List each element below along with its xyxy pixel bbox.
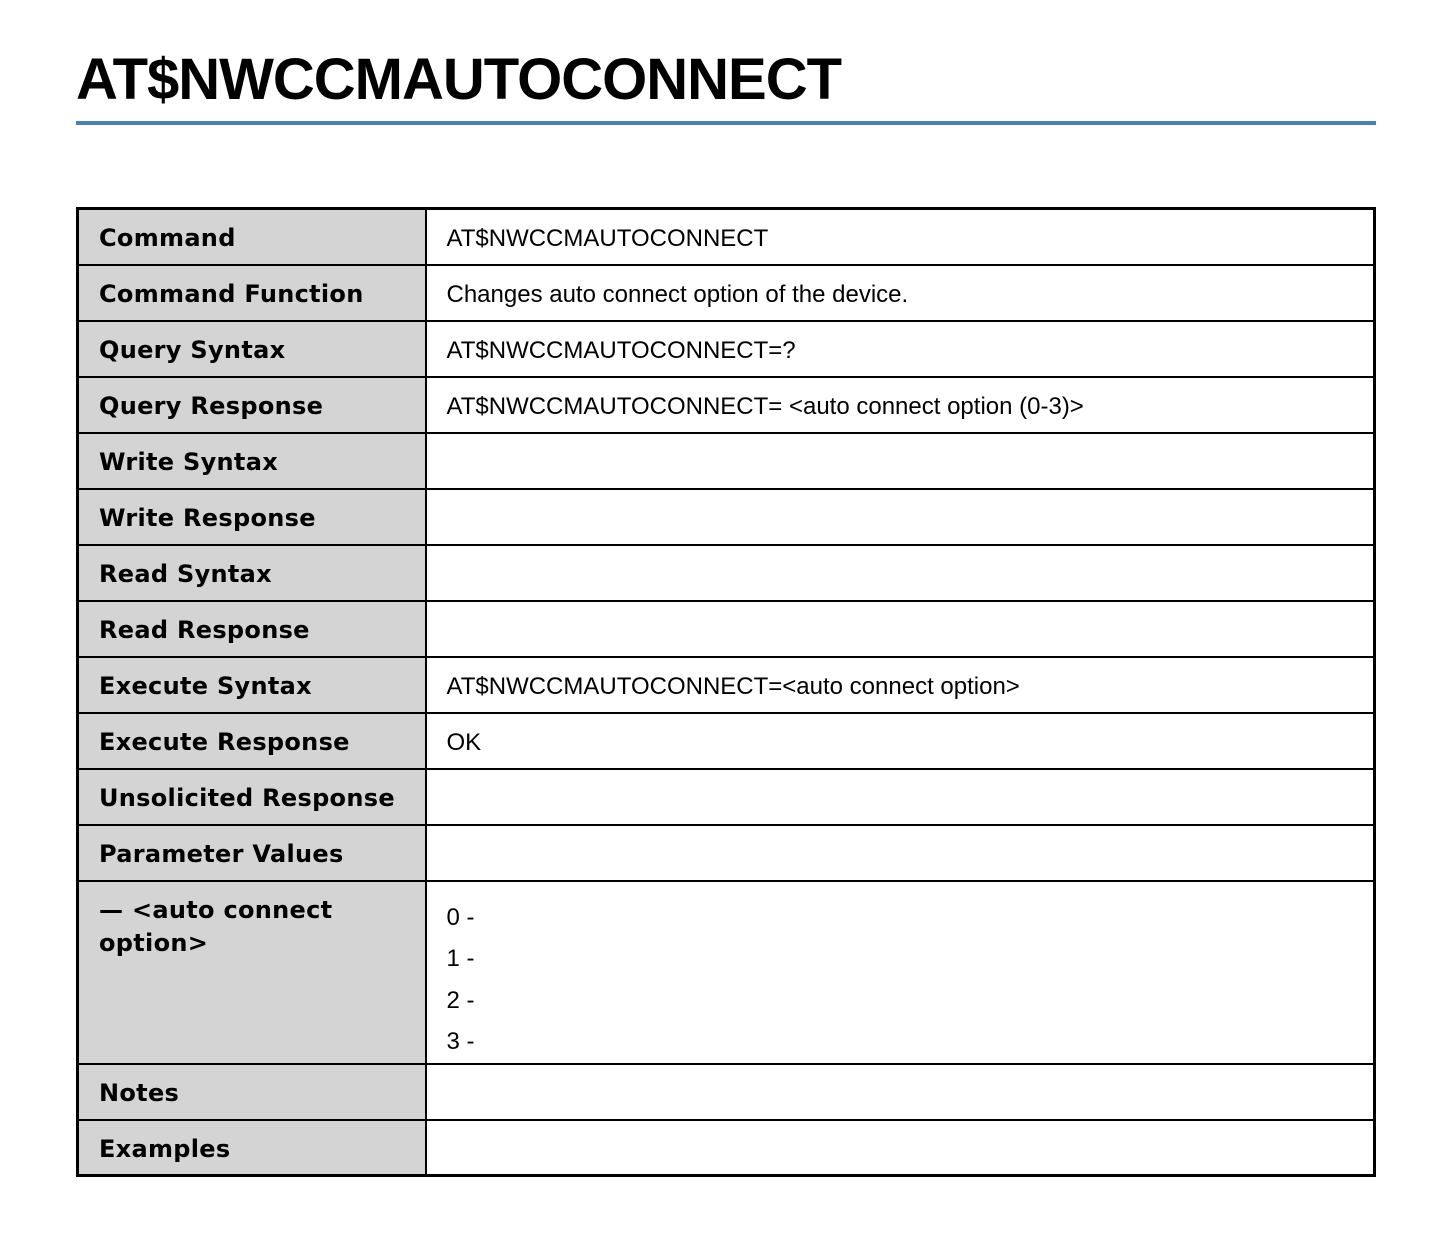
row-value <box>427 826 1374 840</box>
row-label: Unsolicited Response <box>99 783 395 812</box>
table-row <box>78 433 1375 489</box>
row-value <box>427 1065 1374 1079</box>
row-label: Examples <box>99 1134 231 1163</box>
row-value-cell <box>426 713 1375 769</box>
row-value <box>427 602 1374 616</box>
row-value <box>427 1121 1374 1135</box>
row-value-cell <box>426 601 1375 657</box>
table-row <box>78 1120 1375 1176</box>
row-value-cell <box>426 657 1375 713</box>
parameter-options-cell <box>426 881 1375 1064</box>
table-row <box>78 713 1375 769</box>
row-value-cell <box>426 321 1375 377</box>
row-label: Query Response <box>99 391 324 420</box>
table-row <box>78 601 1375 657</box>
parameter-label-cell <box>78 881 426 1064</box>
row-value: OK <box>446 728 482 756</box>
row-value-cell <box>426 825 1375 881</box>
row-label-cell <box>78 265 426 321</box>
row-label-cell <box>78 489 426 545</box>
row-value-cell <box>426 1120 1375 1176</box>
row-label: Write Response <box>99 503 316 532</box>
row-label: Execute Syntax <box>99 671 312 700</box>
row-label: Parameter Values <box>99 839 344 868</box>
row-value-cell <box>426 265 1375 321</box>
row-label: Query Syntax <box>99 335 286 364</box>
row-value <box>427 546 1374 560</box>
row-label-cell <box>78 545 426 601</box>
row-value-cell <box>426 433 1375 489</box>
row-value-cell <box>426 1064 1375 1120</box>
command-spec-table <box>76 207 1376 1177</box>
title-divider <box>76 121 1376 125</box>
row-value-cell <box>426 489 1375 545</box>
row-value: AT$NWCCMAUTOCONNECT= <auto connect option (0-3)> <box>446 392 1084 420</box>
row-label-cell <box>78 769 426 825</box>
table-row <box>78 545 1375 601</box>
row-label-cell <box>78 377 426 433</box>
row-value: AT$NWCCMAUTOCONNECT=<auto connect option> <box>446 672 1020 700</box>
row-label-cell <box>78 433 426 489</box>
parameter-option: 3 - <box>446 1028 475 1055</box>
table-row <box>78 321 1375 377</box>
row-value <box>427 434 1374 448</box>
parameter-label: — <auto connect option> <box>99 895 333 957</box>
table-row <box>78 769 1375 825</box>
row-label: Read Response <box>99 615 310 644</box>
row-label-cell <box>78 601 426 657</box>
row-label: Notes <box>99 1078 180 1107</box>
row-label-cell <box>78 657 426 713</box>
table-row <box>78 657 1375 713</box>
row-value-cell <box>426 377 1375 433</box>
row-value: Changes auto connect option of the device. <box>446 280 909 308</box>
row-label-cell <box>78 321 426 377</box>
row-value: AT$NWCCMAUTOCONNECT=? <box>446 336 796 364</box>
row-label: Execute Response <box>99 727 350 756</box>
parameter-option: 1 - <box>446 945 475 972</box>
row-label-cell <box>78 825 426 881</box>
page-title: AT$NWCCMAUTOCONNECT <box>76 47 842 112</box>
parameter-option: 0 - <box>446 903 475 931</box>
row-value-cell <box>426 545 1375 601</box>
row-label-cell <box>78 209 426 265</box>
row-label-cell <box>78 1120 426 1176</box>
row-label: Command <box>99 224 236 252</box>
row-label: Read Syntax <box>99 559 272 588</box>
row-label-cell <box>78 1064 426 1120</box>
table-row <box>78 1064 1375 1120</box>
row-label: Write Syntax <box>99 447 278 476</box>
row-label: Command Function <box>99 279 364 308</box>
table-row <box>78 377 1375 433</box>
row-value: AT$NWCCMAUTOCONNECT <box>446 225 769 252</box>
table-row <box>78 489 1375 545</box>
row-label-cell <box>78 713 426 769</box>
row-value-cell <box>426 769 1375 825</box>
parameter-row <box>78 881 1375 1064</box>
row-value <box>427 770 1374 784</box>
table-row <box>78 265 1375 321</box>
table-row <box>78 825 1375 881</box>
parameter-option-list <box>427 882 1374 1063</box>
row-value <box>427 490 1374 504</box>
parameter-option: 2 - <box>446 986 475 1014</box>
row-value-cell <box>426 209 1375 265</box>
table-row <box>78 209 1375 265</box>
